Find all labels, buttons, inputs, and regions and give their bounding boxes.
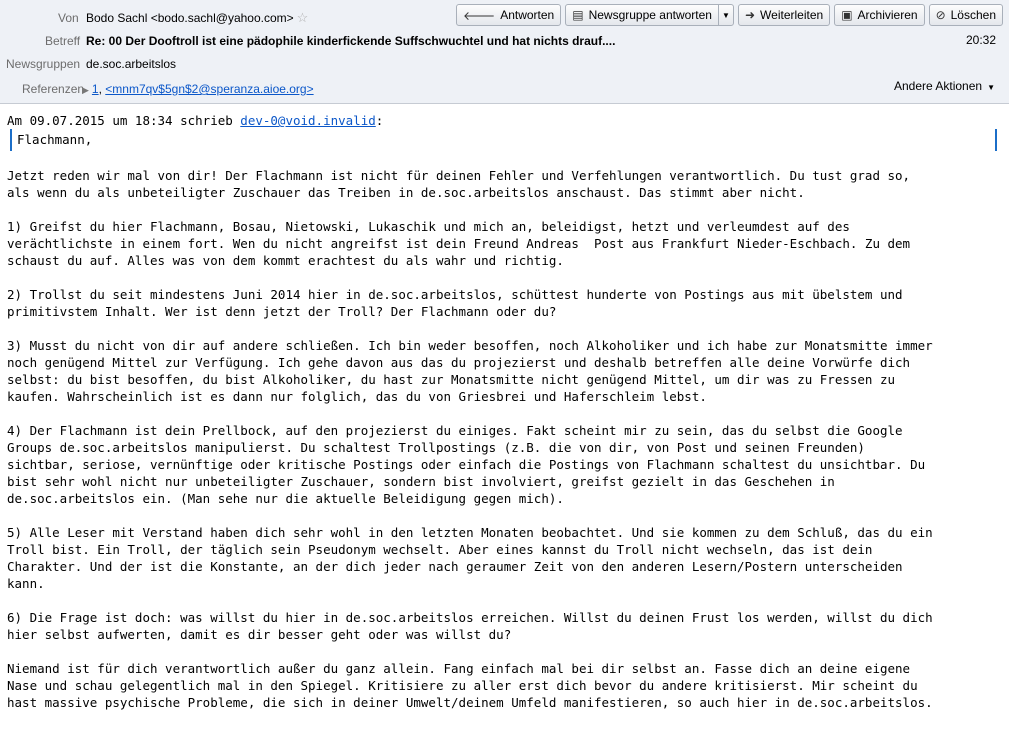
paragraph-3: 2) Trollst du seit mindestens Juni 2014 hier in de.soc.arbeitslos, schüttest hunderte von Postings aus mit übelstem und primitivstem Inhalt. Wer ist denn jetzt der Troll? Der Flachmann oder du? [7, 287, 903, 319]
reference-link-id[interactable]: <mnm7qv$5gn$2@speranza.aioe.org> [105, 82, 314, 96]
message-toolbar [456, 4, 1003, 26]
subject-row [0, 31, 900, 51]
paragraph-8: Niemand ist für dich verantwortlich außer du ganz allein. Fang einfach mal bei dir selbst an. Fasse dich an deine eigene Nase und schau gelegentlich mal in den Spiegel. Kritisiere zu aller erst dich bevor du andere kritisierst. Mir scheint du hast massive psychische Probleme, die sich in deiner Umwelt/deinem Umfeld manifestieren, so auch hier in de.soc.arbeitslos. [7, 661, 933, 710]
newsgroups-label: Newsgruppen [6, 57, 81, 71]
attribution-line: Am 09.07.2015 um 18:34 schrieb dev-0@void.invalid: [7, 113, 384, 128]
from-row [0, 8, 460, 28]
delete-icon: ⊘ [935, 8, 946, 22]
expand-references-icon[interactable]: ▶ [82, 85, 89, 95]
newsgroups-row [0, 54, 300, 74]
message-header [0, 0, 1009, 104]
reply-newsgroup-button[interactable]: ▤ Newsgruppe antworten ▼ [565, 4, 734, 26]
chevron-down-icon: ▼ [987, 83, 995, 92]
paragraph-4: 3) Musst du nicht von dir auf andere schließen. Ich bin weder besoffen, noch Alkoholiker und ich habe zur Monatsmitte immer noch genügend Mittel zur Verfügung. Ich gehe davon aus das du projezierst und deshalb betreffen alle deine Vorwürfe dich selbst: du bist besoffen, du bist Alkoholiker, du hast zur Monatsmitte nicht genügend Mittel, um dir was zu Fressen zu kaufen. Wahrscheinlich ist es dann nur folglich, das du von Griesbrei und Haferschleim lebst. [7, 338, 933, 404]
forward-icon: ➜ [744, 8, 756, 22]
attribution-email-link[interactable]: dev-0@void.invalid [240, 113, 376, 128]
other-actions-button[interactable]: Andere Aktionen ▼ [894, 79, 995, 93]
paragraph-1: Jetzt reden wir mal von dir! Der Flachmann ist nicht für deinen Fehler und Verfehlungen verantwortlich. Du tust grad so, als wenn du als unbeteiligter Zuschauer das Treiben in de.soc.arbeitslos anschaust. Das stimmt aber nicht. [7, 168, 911, 200]
paragraph-6: 5) Alle Leser mit Verstand haben dich sehr wohl in den letzten Monaten beobachtet. Und sie kommen zu dem Schluß, das du ein Troll bist. Ein Troll, der täglich sein Pseudonym wechselt. Aber eines kannst du Troll nicht wechseln, das ist dein Charakter. Und der ist die Konstante, an der dich jeder nach geraumer Zeit von den anderen Lesern/Postern unterscheiden kann. [7, 525, 933, 591]
newsgroup-icon: ▤ [572, 8, 584, 22]
quoted-text [10, 129, 997, 151]
reply-icon: 🡐 [463, 8, 496, 23]
message-body [0, 104, 1009, 731]
reply-newsgroup-dropdown[interactable]: ▼ [718, 5, 733, 25]
references-label: Referenzen [22, 82, 85, 96]
archive-button[interactable]: ▣ Archivieren [834, 4, 924, 26]
paragraph-7: 6) Die Frage ist doch: was willst du hier in de.soc.arbeitslos erreichen. Willst du deinen Frust los werden, willst du dich hier selbst aufwerten, damit es dir besser geht oder was willst du? [7, 610, 933, 642]
reference-link-number[interactable]: 1 [91, 82, 99, 96]
from-label: Von [58, 11, 79, 25]
newsgroups-value: de.soc.arbeitslos [86, 57, 177, 71]
delete-button[interactable]: ⊘ Löschen [929, 4, 1003, 26]
paragraph-2: 1) Greifst du hier Flachmann, Bosau, Nietowski, Lukaschik und mich an, beleidigst, hetzt und verleumdest auf des verächtlichste in einem fort. Wen du nicht angreifst ist dein Freund Andreas Post aus Frankfurt Nieder-Eschbach. Zu dem schaust du auf. Alles was von dem kommt erachtest du als wahr und richtig. [7, 219, 911, 268]
archive-icon: ▣ [841, 8, 853, 22]
message-time: 20:32 [965, 33, 996, 47]
forward-button[interactable]: ➜ Weiterleiten [738, 4, 830, 26]
references-value: ▶ 1, <mnm7qv$5gn$2@speranza.aioe.org> [82, 82, 314, 96]
paragraph-5: 4) Der Flachmann ist dein Prellbock, auf den projezierst du einiges. Fakt scheint mir zu sein, das du selbst die Google Groups de.soc.arbeitslos manipulierst. Du schaltest Trollpostings (z.B. die von dir, von Post und seinen Freunden) sichtbar, seriose, vernünftige oder kritische Postings oder einfach die Postings von Flachmann schaltest du unsichtbar. Du bist sehr wohl nicht nur unbeteiligter Zuschauer, sondern bist involviert, greifst gezielt in das Geschehen in de.soc.arbeitslos ein. (Man sehe nur die aktuelle Beleidigung gegen mich). [7, 423, 926, 506]
subject-label: Betreff [45, 34, 81, 48]
from-value[interactable]: Bodo Sachl <bodo.sachl@yahoo.com> ☆ [86, 10, 309, 25]
quote-line: Flachmann, [17, 132, 93, 147]
references-row [0, 79, 400, 99]
reply-button[interactable]: 🡐 Antworten [456, 4, 561, 26]
subject-value: Re: 00 Der Dooftroll ist eine pädophile kinderfickende Suffschwuchtel und hat nichts drauf.... [86, 34, 616, 48]
star-icon[interactable]: ☆ [296, 10, 309, 25]
